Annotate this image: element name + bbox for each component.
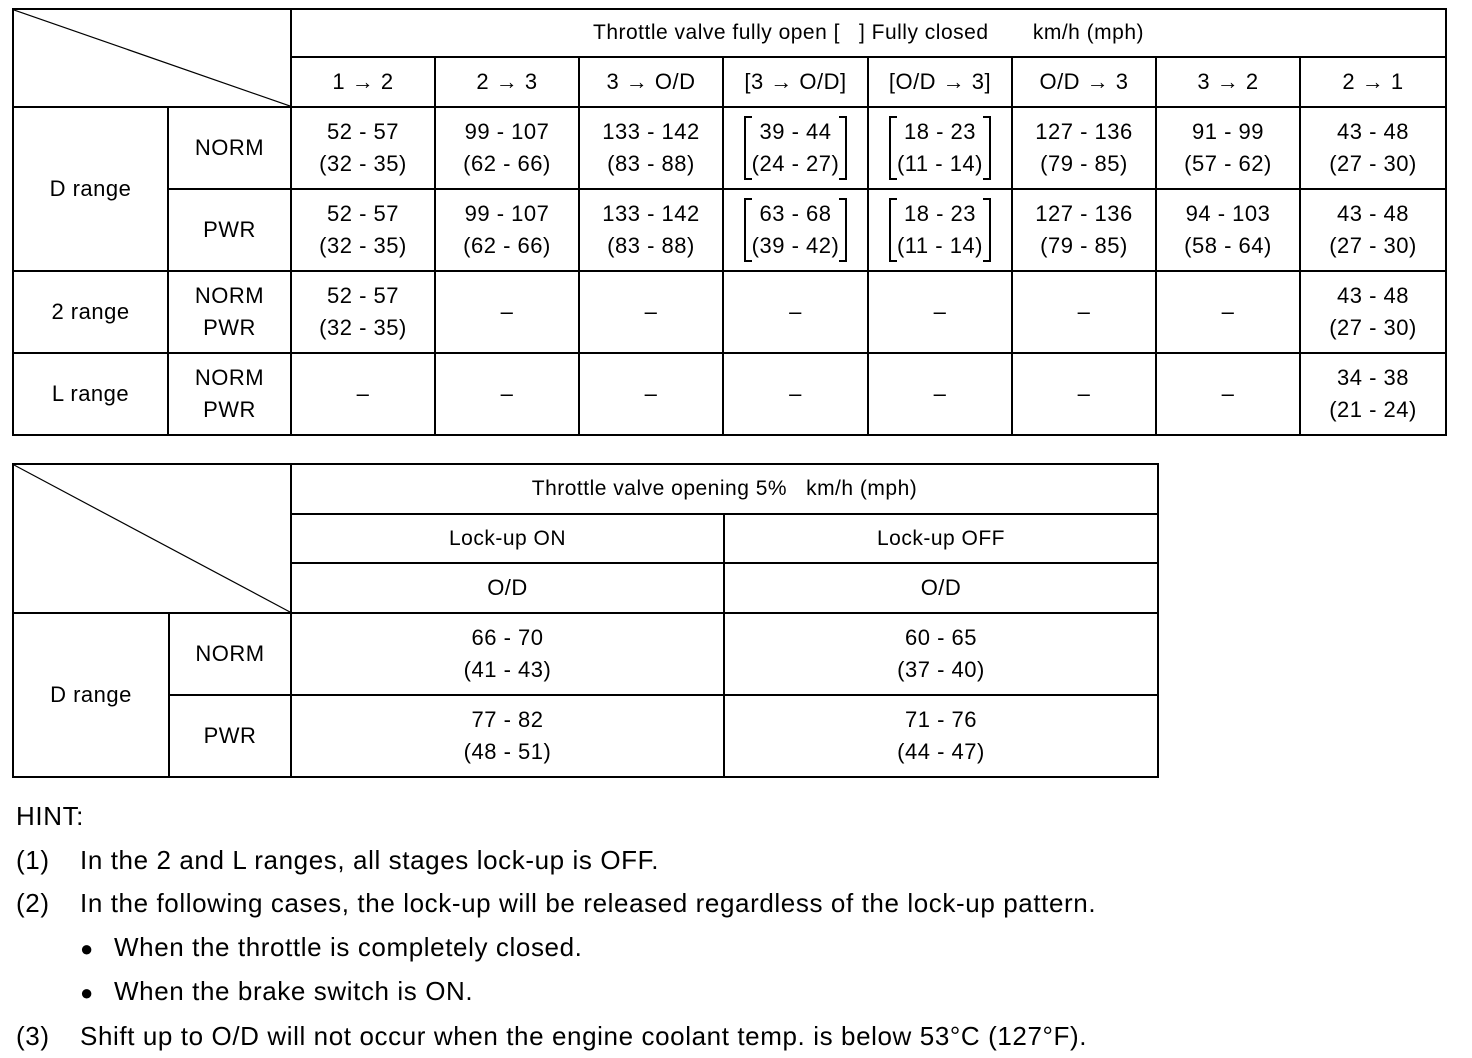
bullet-icon: ●	[80, 971, 114, 1015]
empty-dash: –	[869, 296, 1011, 328]
data-cell	[723, 353, 868, 435]
row-range-label: 2 range	[13, 271, 168, 353]
od-on-header: O/D	[291, 563, 724, 613]
data-cell	[1156, 353, 1300, 435]
empty-dash: –	[580, 378, 722, 410]
kmh-value: 127 - 136	[1013, 116, 1155, 148]
data-cell	[291, 107, 435, 189]
closed-throttle-value	[744, 116, 848, 180]
kmh-value: 52 - 57	[292, 280, 434, 312]
empty-dash: –	[1157, 296, 1299, 328]
diagonal-line	[14, 465, 290, 612]
mph-value: (48 - 51)	[292, 736, 723, 768]
kmh-value: 94 - 103	[1157, 198, 1299, 230]
kmh-value: 77 - 82	[292, 704, 723, 736]
data-cell	[1300, 353, 1446, 435]
lockup-off-header: Lock-up OFF	[724, 514, 1158, 563]
mph-value: (27 - 30)	[1301, 230, 1445, 262]
data-cell	[868, 189, 1012, 271]
col-header: 1 → 2	[291, 57, 435, 107]
mode-norm: NORM	[169, 362, 290, 394]
data-cell	[868, 271, 1012, 353]
mph-value: (32 - 35)	[292, 148, 434, 180]
mph-value: (83 - 88)	[580, 230, 722, 262]
kmh-value: 66 - 70	[292, 622, 723, 654]
data-cell	[435, 107, 579, 189]
data-cell	[723, 189, 868, 271]
hint-section	[16, 795, 1456, 1058]
mph-value: (32 - 35)	[292, 230, 434, 262]
hint-number: (1)	[16, 839, 80, 883]
row-range-label: L range	[13, 353, 168, 435]
empty-dash: –	[869, 378, 1011, 410]
od-off-header: O/D	[724, 563, 1158, 613]
data-cell	[1156, 189, 1300, 271]
row-mode-label	[168, 353, 291, 435]
data-cell	[579, 107, 723, 189]
data-cell	[291, 695, 724, 777]
data-cell	[1012, 189, 1156, 271]
data-cell	[1012, 353, 1156, 435]
hint-item	[16, 839, 1456, 883]
mph-value: (62 - 66)	[436, 230, 578, 262]
data-cell	[291, 189, 435, 271]
closed-throttle-value	[889, 198, 991, 262]
hint-bullet	[16, 926, 1456, 971]
kmh-value: 43 - 48	[1301, 198, 1445, 230]
closed-throttle-value	[744, 198, 848, 262]
data-cell	[1156, 107, 1300, 189]
col-header: 3 → 2	[1156, 57, 1300, 107]
data-cell	[1300, 107, 1446, 189]
mph-value: (27 - 30)	[1301, 312, 1445, 344]
data-cell	[579, 353, 723, 435]
data-cell	[723, 107, 868, 189]
empty-dash: –	[1157, 378, 1299, 410]
data-cell	[1012, 271, 1156, 353]
empty-dash: –	[436, 296, 578, 328]
diagonal-line	[14, 10, 290, 106]
data-cell	[1300, 271, 1446, 353]
mph-value: (11 - 14)	[897, 230, 983, 262]
row-mode-label: NORM	[169, 613, 291, 695]
mode-pwr: PWR	[169, 394, 290, 426]
mode-norm: NORM	[169, 280, 290, 312]
data-cell	[724, 695, 1158, 777]
row-mode-label: NORM	[168, 107, 291, 189]
data-cell	[291, 353, 435, 435]
mph-value: (27 - 30)	[1301, 148, 1445, 180]
col-header: [O/D → 3]	[868, 57, 1012, 107]
empty-dash: –	[292, 378, 434, 410]
hint-number: (2)	[16, 882, 80, 926]
empty-dash: –	[724, 296, 867, 328]
mph-value: (79 - 85)	[1013, 148, 1155, 180]
mph-value: (58 - 64)	[1157, 230, 1299, 262]
kmh-value: 52 - 57	[292, 198, 434, 230]
data-cell	[579, 271, 723, 353]
data-cell	[291, 271, 435, 353]
kmh-value: 43 - 48	[1301, 280, 1445, 312]
lockup-on-header: Lock-up ON	[291, 514, 724, 563]
empty-dash: –	[580, 296, 722, 328]
bullet-text: When the throttle is completely closed.	[114, 932, 583, 962]
kmh-value: 133 - 142	[580, 198, 722, 230]
empty-dash: –	[1013, 296, 1155, 328]
mph-value: (21 - 24)	[1301, 394, 1445, 426]
hint-text: In the 2 and L ranges, all stages lock-up is OFF.	[80, 845, 659, 875]
closed-throttle-value	[889, 116, 991, 180]
hint-item	[16, 882, 1456, 926]
data-cell	[868, 107, 1012, 189]
mph-value: (41 - 43)	[292, 654, 723, 686]
table1-header: Throttle valve fully open [ ] Fully closed km/h (mph)	[291, 9, 1446, 57]
col-header: [3 → O/D]	[723, 57, 868, 107]
kmh-value: 52 - 57	[292, 116, 434, 148]
kmh-value: 39 - 44	[752, 116, 840, 148]
data-cell	[1156, 271, 1300, 353]
kmh-value: 91 - 99	[1157, 116, 1299, 148]
data-cell	[1012, 107, 1156, 189]
kmh-value: 63 - 68	[752, 198, 840, 230]
hint-bullet	[16, 970, 1456, 1015]
row-range-label: D range	[13, 107, 168, 271]
mph-value: (11 - 14)	[897, 148, 983, 180]
kmh-value: 133 - 142	[580, 116, 722, 148]
kmh-value: 127 - 136	[1013, 198, 1155, 230]
data-cell	[435, 271, 579, 353]
mph-value: (37 - 40)	[725, 654, 1157, 686]
mode-pwr: PWR	[169, 312, 290, 344]
hint-item	[16, 1015, 1456, 1058]
empty-dash: –	[724, 378, 867, 410]
mph-value: (39 - 42)	[752, 230, 840, 262]
kmh-value: 18 - 23	[897, 116, 983, 148]
col-header: 2 → 3	[435, 57, 579, 107]
data-cell	[723, 271, 868, 353]
hint-text: In the following cases, the lock-up will be released regardless of the lock-up pattern.	[80, 888, 1096, 918]
kmh-value: 99 - 107	[436, 116, 578, 148]
hint-number: (3)	[16, 1015, 80, 1058]
data-cell	[291, 613, 724, 695]
data-cell	[435, 189, 579, 271]
kmh-value: 34 - 38	[1301, 362, 1445, 394]
data-cell	[868, 353, 1012, 435]
hint-text: Shift up to O/D will not occur when the engine coolant temp. is below 53°C (127°F).	[80, 1021, 1087, 1051]
row-mode-label	[168, 271, 291, 353]
mph-value: (83 - 88)	[580, 148, 722, 180]
mph-value: (57 - 62)	[1157, 148, 1299, 180]
shift-point-table	[12, 8, 1447, 436]
mph-value: (62 - 66)	[436, 148, 578, 180]
hint-title: HINT:	[16, 795, 1456, 839]
corner-cell	[13, 9, 291, 107]
table2-header: Throttle valve opening 5% km/h (mph)	[291, 464, 1158, 514]
kmh-value: 18 - 23	[897, 198, 983, 230]
kmh-value: 99 - 107	[436, 198, 578, 230]
data-cell	[435, 353, 579, 435]
col-header: O/D → 3	[1012, 57, 1156, 107]
col-header: 2 → 1	[1300, 57, 1446, 107]
mph-value: (79 - 85)	[1013, 230, 1155, 262]
row-mode-label: PWR	[168, 189, 291, 271]
row-range-label: D range	[13, 613, 169, 777]
row-mode-label: PWR	[169, 695, 291, 777]
bullet-text: When the brake switch is ON.	[114, 976, 473, 1006]
mph-value: (24 - 27)	[752, 148, 840, 180]
bullet-icon: ●	[80, 927, 114, 971]
kmh-value: 71 - 76	[725, 704, 1157, 736]
col-header: 3 → O/D	[579, 57, 723, 107]
data-cell	[724, 613, 1158, 695]
data-cell	[579, 189, 723, 271]
kmh-value: 60 - 65	[725, 622, 1157, 654]
mph-value: (32 - 35)	[292, 312, 434, 344]
lockup-table	[12, 463, 1159, 778]
mph-value: (44 - 47)	[725, 736, 1157, 768]
empty-dash: –	[436, 378, 578, 410]
corner-cell	[13, 464, 291, 613]
kmh-value: 43 - 48	[1301, 116, 1445, 148]
data-cell	[1300, 189, 1446, 271]
empty-dash: –	[1013, 378, 1155, 410]
